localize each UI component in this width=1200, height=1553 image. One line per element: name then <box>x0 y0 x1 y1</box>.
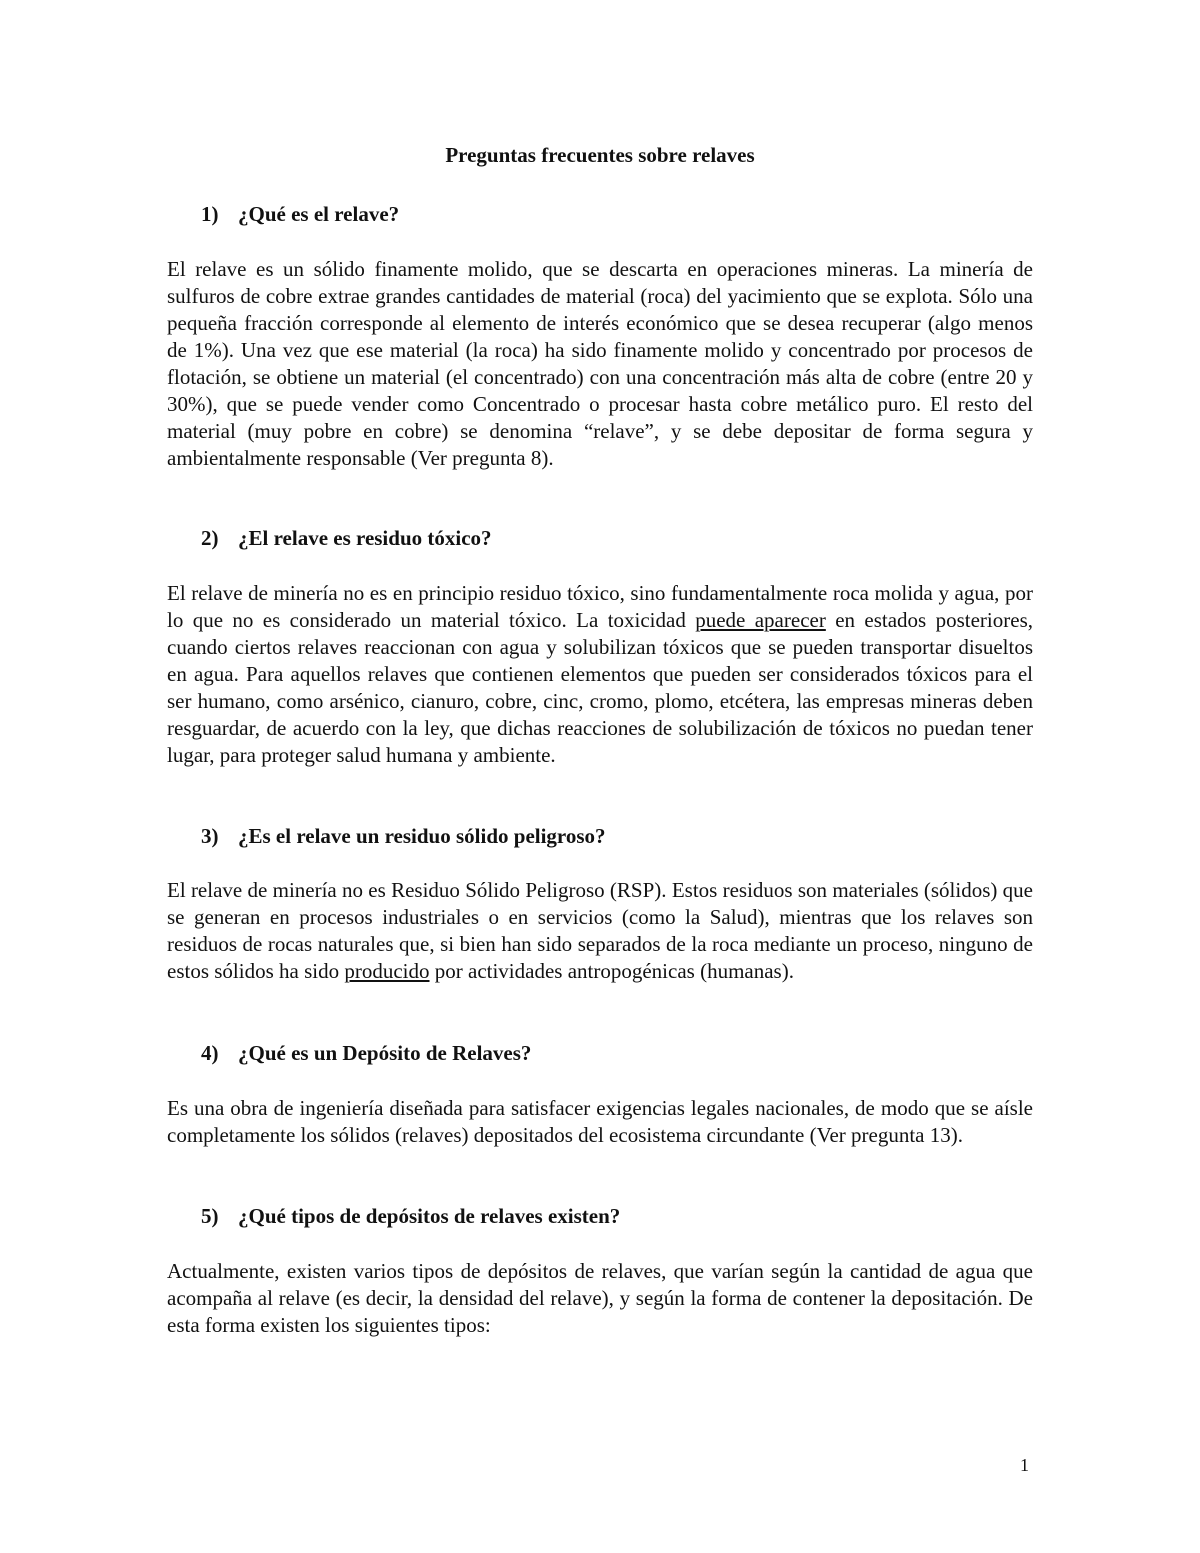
question-text: ¿Es el relave un residuo sólido peligroso? <box>238 824 606 848</box>
question-number: 4) <box>201 1041 219 1065</box>
answer-text: El relave es un sólido finamente molido, que se descarta en operaciones mineras. La minería de sulfuros de cobre extrae grandes cantidades de material (roca) del yacimiento que se explota. Sólo una pequeña fracción corresponde al elemento de interés económico que se desea recuperar (algo menos de 1%). Una vez que ese material (la roca) ha sido finamente molido y concentrado por procesos de flotación, se obtiene un material (el concentrado) con una concentración más alta de cobre (entre 20 y 30%), que se puede vender como Concentrado o procesar hasta cobre metálico puro. El resto del material (muy pobre en cobre) se denomina “relave”, y se debe depositar de forma segura y ambientalmente responsable (Ver pregunta 8). <box>167 257 1033 470</box>
question-5-heading <box>201 1202 620 1230</box>
underlined-text: puede aparecer <box>695 608 826 632</box>
question-text: ¿Qué tipos de depósitos de relaves existen? <box>238 1204 621 1228</box>
question-text: ¿El relave es residuo tóxico? <box>238 526 492 550</box>
question-1-heading <box>201 200 399 228</box>
document-title: Preguntas frecuentes sobre relaves <box>445 143 755 167</box>
answer-text: El relave de minería no es Residuo Sólido Peligroso (RSP). Estos residuos son materiales (sólidos) que se generan en procesos industriales o en servicios (como la Salud), mientras que los relaves son residuos de rocas naturales que, si bien han sido separados de la roca mediante un proceso, ninguno de estos sólidos ha sido <box>167 878 1033 983</box>
answer-text: Es una obra de ingeniería diseñada para satisfacer exigencias legales nacionales, de modo que se aísle completamente los sólidos (relaves) depositados del ecosistema circundante (Ver pregunta 13). <box>167 1096 1033 1147</box>
answer-5-paragraph <box>167 1258 1033 1339</box>
answer-text: Actualmente, existen varios tipos de depósitos de relaves, que varían según la cantidad de agua que acompaña al relave (es decir, la densidad del relave), y según la forma de contener la depositación. De esta forma existen los siguientes tipos: <box>167 1259 1033 1337</box>
question-number: 1) <box>201 202 219 226</box>
question-number: 3) <box>201 824 219 848</box>
question-text: ¿Qué es un Depósito de Relaves? <box>238 1041 532 1065</box>
answer-text: El relave de minería no es en principio residuo tóxico, sino fundamentalmente roca molida y agua, por lo que no es considerado un material tóxico. La toxicidad <box>167 581 1033 632</box>
answer-1-paragraph <box>167 256 1033 472</box>
page-number: 1 <box>1020 1455 1029 1475</box>
answer-text: en estados posteriores, cuando ciertos relaves reaccionan con agua y solubilizan tóxicos que se pueden transportar disueltos en agua. Para aquellos relaves que contienen elementos que pueden ser considerados tóxicos para el ser humano, como arsénico, cianuro, cobre, cinc, cromo, plomo, etcétera, las empresas mineras deben resguardar, de acuerdo con la ley, que dichas reacciones de solubilización de tóxicos no puedan tener lugar, para proteger salud humana y ambiente. <box>167 608 1033 767</box>
underlined-text: producido <box>344 959 430 983</box>
question-2-heading <box>201 524 492 552</box>
answer-2-paragraph <box>167 580 1033 769</box>
question-4-heading <box>201 1039 531 1067</box>
question-3-heading <box>201 822 606 850</box>
question-number: 2) <box>201 526 219 550</box>
question-number: 5) <box>201 1204 219 1228</box>
answer-4-paragraph <box>167 1095 1033 1149</box>
answer-3-paragraph <box>167 877 1033 985</box>
answer-text: por actividades antropogénicas (humanas). <box>429 959 794 983</box>
question-text: ¿Qué es el relave? <box>238 202 400 226</box>
